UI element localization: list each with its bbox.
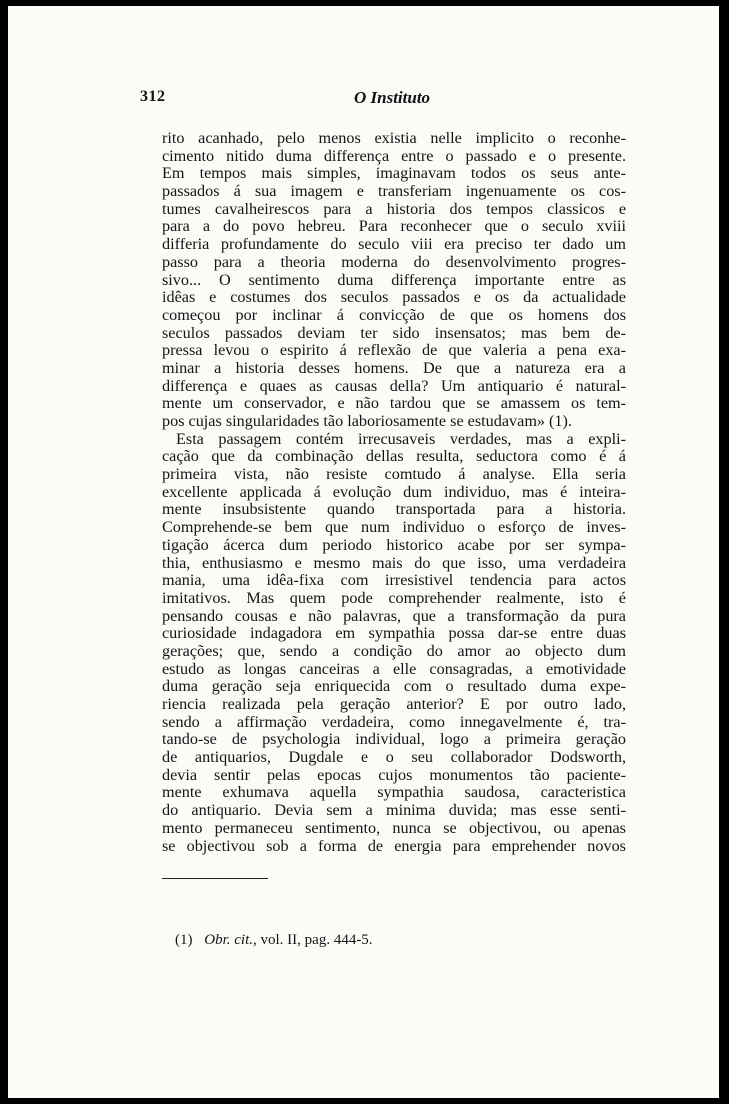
- page-header: [8, 88, 719, 112]
- text-line: tumes cavalheirescos para a historia dos tempos classicos e: [162, 199, 626, 218]
- text-line: primeira vista, não resiste comtudo á analyse. Ella seria: [162, 465, 626, 484]
- text-line: sendo a affirmação verdadeira, como innegavelmente é, tra-: [162, 712, 626, 731]
- text-line: sivo... O sentimento duma differença importante entre as: [162, 270, 626, 289]
- text-line: differia profundamente do seculo viii era preciso ter dado um: [162, 235, 626, 254]
- text-line: seculos passados deviam ter sido insensatos; mas bem de-: [162, 323, 626, 342]
- text-line: começou por inclinar á convicção de que os homens dos: [162, 305, 626, 324]
- text-line: mente insubsistente quando transportada para a historia.: [162, 500, 626, 519]
- text-line: passo para a theoria moderna do desenvolvimento progres-: [162, 252, 626, 271]
- footnote-detail: vol. II, pag. 444-5.: [260, 932, 373, 948]
- text-line: pos cujas singularidades tão laboriosamente se estudavam» (1).: [162, 412, 572, 430]
- text-line: idêas e costumes dos seculos passados e os da actualidade: [162, 288, 626, 307]
- text-line: mente um conservador, e não tardou que se amassem os tem-: [162, 394, 626, 413]
- text-line: de antiquarios, Dugdale e o seu collaborador Dodsworth,: [162, 748, 626, 767]
- text-line: do antiquario. Devia sem a minima duvida; mas esse senti-: [162, 801, 626, 820]
- text-line: minar a historia desses homens. De que a natureza era a: [162, 358, 626, 377]
- text-line: rito acanhado, pelo menos existia nelle implicito o reconhe-: [162, 129, 626, 147]
- book-page: [8, 6, 719, 1098]
- page-number: 312: [140, 88, 166, 105]
- text-line: mente exhumava aquella sympathia saudosa, caracteristica: [162, 783, 626, 802]
- footnote-divider: [162, 878, 268, 879]
- text-line: mento permaneceu sentimento, nunca se objectivou, ou apenas: [162, 818, 626, 837]
- text-line: pensando cousas e não palavras, que a transformação da pura: [162, 606, 626, 625]
- text-line: estudo as longas canceiras a elle consagradas, a emotividade: [162, 659, 626, 678]
- text-line: pressa levou o espirito á reflexão de que valeria a pena exa-: [162, 341, 626, 360]
- text-line: gerações; que, sendo a condição do amor ao objecto dum: [162, 641, 626, 660]
- text-line: duma geração seja enriquecida com o resultado duma expe-: [162, 677, 626, 696]
- text-line: Comprehende-se bem que num individuo o esforço de inves-: [162, 518, 626, 537]
- text-line: tigação ácerca dum periodo historico acabe por ser sympa-: [162, 535, 626, 554]
- text-line: se objectivou sob a forma de energia para emprehender novos: [162, 836, 626, 855]
- text-line: cimento nitido duma differença entre o passado e o presente.: [162, 146, 626, 165]
- footnote: [175, 932, 373, 949]
- text-line: thia, enthusiasmo e mesmo mais do que isso, uma verdadeira: [162, 553, 626, 572]
- running-title: O Instituto: [354, 88, 431, 107]
- text-line: para a do povo hebreu. Para reconhecer que o seculo xviii: [162, 217, 626, 236]
- text-line: cação que da combinação dellas resulta, seductora como é á: [162, 447, 626, 466]
- footnote-reference: Obr. cit.,: [204, 932, 257, 948]
- footnote-number: (1): [175, 932, 193, 948]
- text-line: excellente applicada á evolução dum individuo, mas é inteira-: [162, 482, 626, 501]
- text-line: mania, uma idêa-fixa com irresistivel tendencia para actos: [162, 571, 626, 590]
- body-text: [162, 130, 626, 855]
- text-line: Em tempos mais simples, imaginavam todos os seus ante-: [162, 164, 626, 183]
- text-line: differença e quaes as causas della? Um antiquario é natural-: [162, 376, 626, 395]
- text-line: tando-se de psychologia individual, logo a primeira geração: [162, 730, 626, 749]
- text-line: riencia realizada pela geração anterior? E por outro lado,: [162, 695, 626, 713]
- text-line: passados á sua imagem e transferiam ingenuamente os cos-: [162, 182, 626, 201]
- text-line: Esta passagem contém irrecusaveis verdades, mas a expli-: [176, 429, 626, 448]
- text-line: imitativos. Mas quem pode comprehender realmente, isto é: [162, 588, 626, 607]
- text-line: devia sentir pelas epocas cujos monumentos tão paciente-: [162, 765, 626, 784]
- text-line: curiosidade indagadora em sympathia possa dar-se entre duas: [162, 624, 626, 643]
